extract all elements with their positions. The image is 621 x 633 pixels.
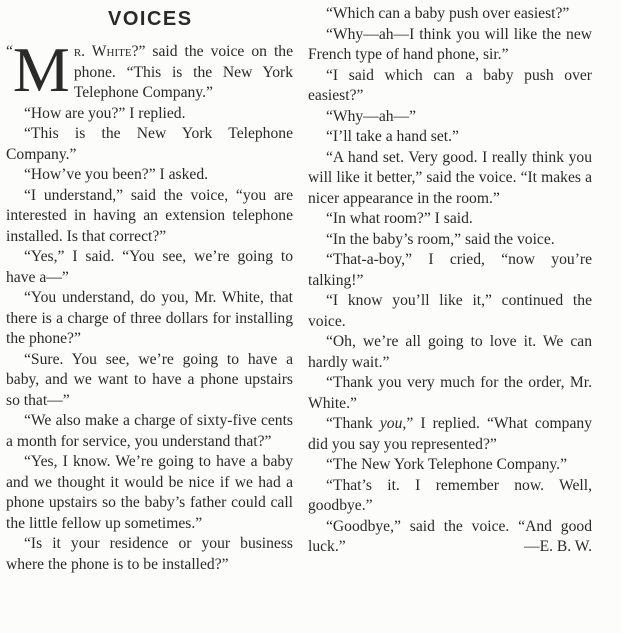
closing-text: “Goodbye,” said the voice. “And good luck.” <box>308 517 592 555</box>
paragraph: “Why—ah—I think you will like the new French type of hand phone, sir.” <box>308 25 592 63</box>
paragraph: “Sure. You see, we’re going to have a baby, and we want to have a phone upstairs so that—” <box>6 350 293 409</box>
paragraph: “Yes,” I said. “You see, we’re going to have a—” <box>6 248 293 286</box>
paragraph: “Oh, we’re all going to love it. We can hardly wait.” <box>308 333 592 371</box>
paragraph: “We also make a charge of sixty-five cents a month for service, you understand that?” <box>6 412 293 450</box>
paragraph <box>308 414 592 455</box>
closing-paragraph <box>308 517 592 558</box>
text-run: ” I replied. “What company did you say you represented?” <box>308 415 592 453</box>
paragraph: “Thank you very much for the order, Mr. White.” <box>308 374 592 412</box>
author-signature: —E. B. W. <box>523 538 592 555</box>
article-title: VOICES <box>108 8 193 30</box>
paragraph: “Is it your residence or your business where the phone is to be installed?” <box>6 535 293 573</box>
left-column <box>6 34 294 575</box>
paragraph: “You understand, do you, Mr. White, that there is a charge of three dollars for installing the phone?” <box>6 289 293 347</box>
paragraph: “That-a-boy,” I cried, “now you’re talking!” <box>308 251 592 289</box>
opening-paragraph <box>6 34 294 105</box>
paragraph: “I understand,” said the voice, “you are interested in having an extension telephone installed. Is that correct?” <box>6 186 293 245</box>
smallcaps-name: r. White <box>73 43 132 60</box>
paragraph: “The New York Telephone Company.” <box>326 456 567 473</box>
paragraph: “A hand set. Very good. I really think you will like it better,” said the voice. “It makes a nicer appearance in the room.” <box>308 148 592 207</box>
opening-quote: “ <box>6 43 13 60</box>
paragraph: “In what room?” I said. <box>326 210 473 227</box>
paragraph: “That’s it. I remember now. Well, goodbye.” <box>308 476 592 514</box>
paragraph: “Which can a baby push over easiest?” <box>326 5 570 22</box>
right-column <box>308 4 592 558</box>
paragraph: “I said which can a baby push over easiest?” <box>308 66 592 104</box>
paragraph: “This is the New York Telephone Company.” <box>6 125 293 163</box>
drop-cap: M <box>12 34 70 105</box>
opening-paragraph-text: ?” said the voice on the phone. “This is the New York Telephone Company.” <box>73 43 294 101</box>
text-run: “Thank <box>326 415 380 432</box>
paragraph: “In the baby’s room,” said the voice. <box>326 230 555 248</box>
paragraph: “How are you?” I replied. <box>24 104 186 122</box>
paragraph: “How’ve you been?” I asked. <box>24 166 209 183</box>
emphasis: you, <box>379 415 407 432</box>
paragraph: “I’ll take a hand set.” <box>326 128 459 145</box>
paragraph: “Yes, I know. We’re going to have a baby and we thought it would be nice if we had a phone upstairs so the baby’s father could call the little fellow up sometimes.” <box>6 453 293 532</box>
paragraph: “Why—ah—” <box>326 107 417 125</box>
paragraph: “I know you’ll like it,” continued the voice. <box>308 292 592 330</box>
